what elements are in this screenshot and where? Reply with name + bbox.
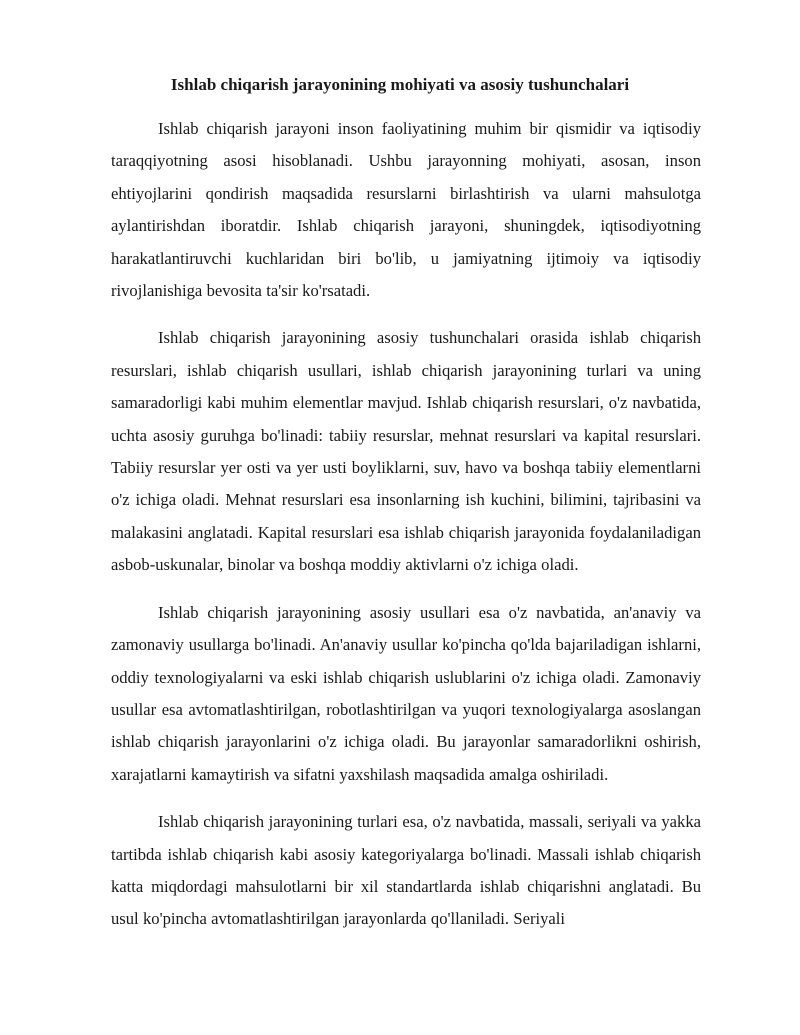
paragraph-2: Ishlab chiqarish jarayonining asosiy tushunchalari orasida ishlab chiqarish resurslari, ishlab chiqarish usullari, ishlab chiqarish jarayonining turlari va uning samaradorligi kabi muhim elementlar mavjud. Ishlab chiqarish resurslari, o'z navbatida, uchta asosiy guruhga bo'linadi: tabiiy resurslar, mehnat resurslari va kapital resurslari. Tabiiy resurslar yer osti va yer usti boyliklarni, suv, havo va boshqa tabiiy elementlarni o'z ichiga oladi. Mehnat resurslari esa insonlarning ish kuchini, bilimini, tajribasini va malakasini anglatadi. Kapital resurslari esa ishlab chiqarish jarayonida foydalaniladigan asbob-uskunalar, binolar va boshqa moddiy aktivlarni o'z ichiga oladi.	[111, 328, 701, 575]
paragraph-4: Ishlab chiqarish jarayonining turlari esa, o'z navbatida, massali, seriyali va yakka tartibda ishlab chiqarish kabi asosiy kategoriyalarga bo'linadi. Massali ishlab chiqarish katta miqdordagi mahsulotlarni bir xil standartlarda ishlab chiqarishni anglatadi. Bu usul ko'pincha avtomatlashtirilgan jarayonlarda qo'llaniladi. Seriyali	[111, 812, 701, 929]
document-title: Ishlab chiqarish jarayonining mohiyati va asosiy tushunchalari	[170, 75, 630, 94]
paragraph-1: Ishlab chiqarish jarayoni inson faoliyatining muhim bir qismidir va iqtisodiy taraqqiyotning asosi hisoblanadi. Ushbu jarayonning mohiyati, asosan, inson ehtiyojlarini qondirish maqsadida resurslarni birlashtirish va ularni mahsulotga aylantirishdan iboratdir. Ishlab chiqarish jarayoni, shuningdek, iqtisodiyotning harakatlantiruvchi kuchlaridan biri bo'lib, u jamiyatning ijtimoiy va iqtisodiy rivojlanishiga bevosita ta'sir ko'rsatadi.	[111, 119, 701, 301]
paragraph-3: Ishlab chiqarish jarayonining asosiy usullari esa o'z navbatida, an'anaviy va zamonaviy usullarga bo'linadi. An'anaviy usullar ko'pincha qo'lda bajariladigan ishlarni, oddiy texnologiyalarni va eski ishlab chiqarish uslublarini o'z ichiga oladi. Zamonaviy usullar esa avtomatlashtirilgan, robotlashtirilgan va yuqori texnologiyalarga asoslangan ishlab chiqarish jarayonlarini o'z ichiga oladi. Bu jarayonlar samaradorlikni oshirish, xarajatlarni kamaytirish va sifatni yaxshilash maqsadida amalga oshiriladi.	[111, 602, 701, 784]
document-body	[111, 113, 701, 951]
